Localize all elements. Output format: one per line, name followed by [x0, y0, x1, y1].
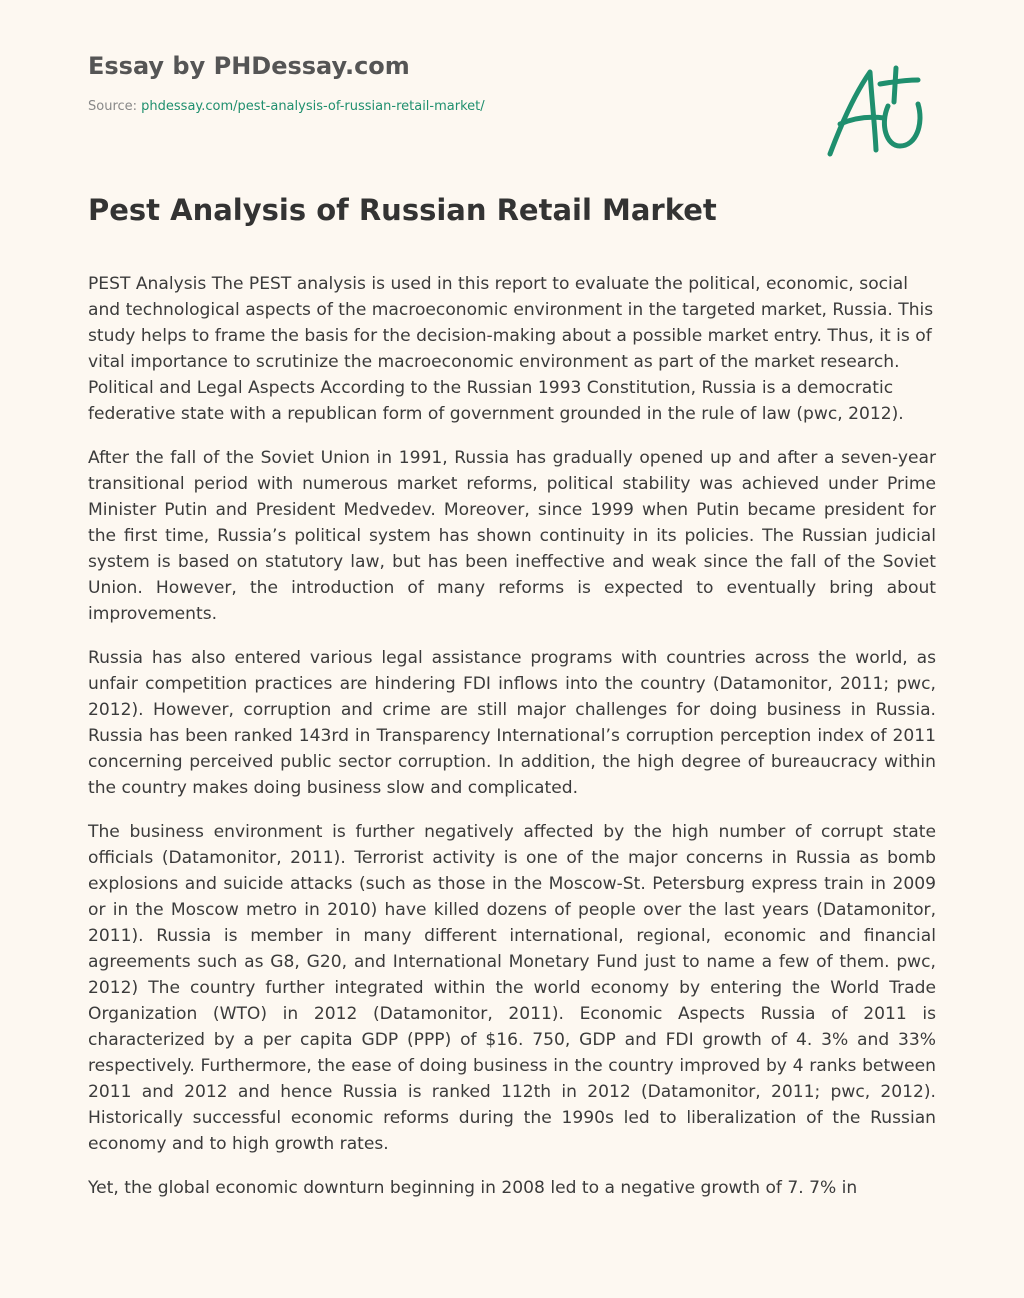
source-link[interactable]: phdessay.com/pest-analysis-of-russian-retail-market/	[141, 99, 485, 114]
paragraph-5: Yet, the global economic downturn beginning in 2008 led to a negative growth of 7. 7% in	[88, 1178, 858, 1198]
paragraph-4: The business environment is further negatively affected by the high number of corrupt state officials (Datamonitor, 2011). Terrorist activity is one of the major concerns in Russia as bomb explosions and suicide attacks (such as those in the Moscow-St. Petersburg express train in 2009 or in the Moscow metro in 2010) have killed dozens of people over the last years (Datamonitor, 2011). Russia is member in many different international, regional, economic and financial agreements such as G8, G20, and International Monetary Fund just to name a few of them. pwc, 2012) The country further integrated within the world economy by entering the World Trade Organization (WTO) in 2012 (Datamonitor, 2011). Economic Aspects Russia of 2011 is characterized by a per capita GDP (PPP) of $16. 750, GDP and FDI growth of 4. 3% and 33% respectively. Furthermore, the ease of doing business in the country improved by 4 ranks between 2011 and 2012 and hence Russia is ranked 112th in 2012 (Datamonitor, 2011; pwc, 2012). Historically successful economic reforms during the 1990s led to liberalization of the Russian economy and to high growth rates.	[88, 822, 936, 1154]
essay-title: Pest Analysis of Russian Retail Market	[88, 193, 717, 227]
source-line	[88, 98, 688, 116]
paragraph-3: Russia has also entered various legal assistance programs with countries across the world, as unfair competition practices are hindering FDI inflows into the country (Datamonitor, 2011; pwc, 2012). However, corruption and crime are still major challenges for doing business in Russia. Russia has been ranked 143rd in Transparency International’s corruption perception index of 2011 concerning perceived public sector corruption. In addition, the high degree of bureaucracy within the country makes doing business slow and complicated.	[88, 648, 936, 798]
source-label: Source:	[88, 99, 138, 114]
a-plus-logo-icon	[818, 62, 930, 162]
brand-name: Essay by PHDessay.com	[88, 52, 410, 80]
essay-body	[88, 271, 936, 1219]
paragraph-1: PEST Analysis The PEST analysis is used in this report to evaluate the political, economic, social and technological aspects of the macroeconomic environment in the targeted market, Russia. This study helps to frame the basis for the decision-making about a possible market entry. Thus, it is of vital importance to scrutinize the macroeconomic environment as part of the market research. Political and Legal Aspects According to the Russian 1993 Constitution, Russia is a democratic federative state with a republican form of government grounded in the rule of law (pwc, 2012).	[88, 274, 934, 424]
paragraph-2: After the fall of the Soviet Union in 1991, Russia has gradually opened up and after a seven-year transitional period with numerous market reforms, political stability was achieved under Prime Minister Putin and President Medvedev. Moreover, since 1999 when Putin became president for the first time, Russia’s political system has shown continuity in its policies. The Russian judicial system is based on statutory law, but has been ineffective and weak since the fall of the Soviet Union. However, the introduction of many reforms is expected to eventually bring about improvements.	[88, 448, 936, 624]
essay-header	[88, 50, 688, 116]
